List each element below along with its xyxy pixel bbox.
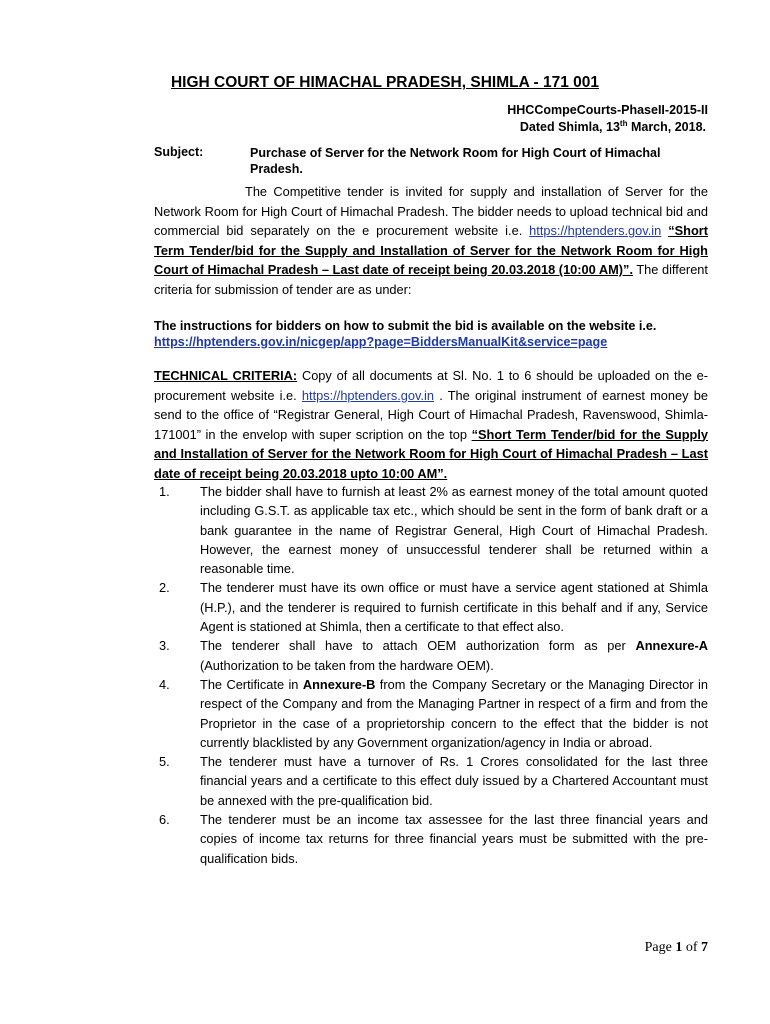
criteria-text-end: from the Company Secretary or the Managing Director in respect of the Company and from the Managing Partner in respect of a firm and from the Proprietor in the case of a proprietorship concern to the effect that the bidder is not currently blacklisted by any Government organization/agency in India or abroad. (200, 676, 708, 750)
technical-text-cont: . The original instrument of earnest money be send to the office of “Registrar General, High Court of Himachal Pradesh, Ravenswood, Shimla-171001” in the envelop with super scription on the top (154, 387, 708, 442)
criteria-text: The bidder shall have to furnish at least 2% as earnest money of the total amount quoted including G.S.T. as applicable tax etc., which should be sent in the form of bank draft or a bank guarantee in the name of Registrar General, High Court of Himachal Pradesh. However, the earnest money of unsuccessful tenderer shall be returned within a reasonable time. (200, 484, 708, 577)
date-superscript: th (619, 119, 628, 128)
criteria-item (154, 578, 708, 636)
intro-text: The Competitive tender is invited for supply and installation of Server for the Network Room for High Court of Himachal Pradesh. The bidder needs to upload technical bid and commercial bid separately on the e procurement website i.e. (154, 184, 708, 238)
date-suffix: March, 2018. (627, 120, 706, 135)
criteria-number: 6. (159, 812, 170, 828)
criteria-item (154, 636, 708, 675)
technical-hptenders-link[interactable]: https://hptenders.gov.in (301, 387, 434, 403)
document-title (0, 74, 770, 92)
title-text: HIGH COURT OF HIMACHAL PRADESH, SHIMLA - 171 001 (170, 74, 600, 91)
subject-label: Subject: (154, 145, 204, 159)
technical-criteria-heading: TECHNICAL CRITERIA: (154, 368, 298, 383)
date-line (520, 119, 706, 134)
annexure-b-label: Annexure-B (302, 676, 376, 692)
reference-number: HHCCompeCourts-PhaseII-2015-II (507, 103, 708, 117)
intro-paragraph (154, 182, 708, 299)
criteria-list (154, 482, 708, 868)
technical-criteria-paragraph (154, 366, 708, 483)
criteria-text: The tenderer must have a turnover of Rs. 1 Crores consolidated for the last three financial years and a certificate to this effect duly issued by a Chartered Accountant must be annexed with the pre-qualification bid. (200, 754, 708, 808)
criteria-number: 3. (159, 638, 170, 654)
criteria-number: 2. (159, 580, 170, 596)
criteria-text: The tenderer shall have to attach OEM authorization form as per (200, 638, 636, 654)
page-total: 7 (701, 940, 708, 955)
technical-tender-title: “Short Term Tender/bid for the Supply and Installation of Server for the Network Room for High Court of Himachal Pradesh – Last date of receipt being 20.03.2018 upto 10:00 AM”. (154, 426, 708, 481)
criteria-text: The tenderer must be an income tax assessee for the last three financial years and copies of income tax returns for three financial years must be submitted with the pre-qualification bids. (200, 812, 708, 866)
criteria-item (154, 482, 708, 578)
criteria-item (154, 675, 708, 752)
intro-tender-title: “Short Term Tender/bid for the Supply and Installation of Server for the Network Room for High Court of Himachal Pradesh – Last date of receipt being 20.03.2018 (10:00 AM)”. (154, 223, 708, 277)
criteria-number: 4. (159, 676, 170, 692)
hptenders-link[interactable]: https://hptenders.gov.in (529, 223, 662, 238)
criteria-number: 5. (159, 754, 170, 770)
intro-text-end: The different criteria for submission of tender are as under: (154, 262, 708, 297)
subject-text: Purchase of Server for the Network Room for High Court of Himachal Pradesh. (250, 146, 661, 176)
criteria-item (154, 752, 708, 810)
page-word: Page (644, 940, 676, 955)
annexure-a-label: Annexure-A (635, 638, 708, 654)
criteria-item (154, 810, 708, 868)
page-footer (645, 940, 708, 956)
page-number: 1 (675, 940, 683, 955)
of-word: of (682, 940, 701, 955)
criteria-text-end: (Authorization to be taken from the hardware OEM). (200, 657, 494, 673)
criteria-text: The Certificate in (200, 676, 303, 692)
criteria-text: The tenderer must have its own office or must have a service agent stationed at Shimla (H.P.), and the tenderer is required to furnish certificate in this behalf and if any, Service Agent is stationed at Shimla, then a certificate to that effect also. (200, 580, 708, 635)
criteria-number: 1. (159, 484, 170, 499)
date-prefix: Dated Shimla, 13 (519, 120, 620, 135)
instructions-paragraph (154, 319, 714, 350)
bidders-manual-link[interactable]: https://hptenders.gov.in/nicgep/app?page=BiddersManualKit&service=page (154, 334, 608, 349)
technical-text: Copy of all documents at Sl. No. 1 to 6 should be uploaded on the e-procurement website i.e. (154, 368, 708, 403)
instructions-text: The instructions for bidders on how to submit the bid is available on the website i.e. (154, 319, 657, 333)
